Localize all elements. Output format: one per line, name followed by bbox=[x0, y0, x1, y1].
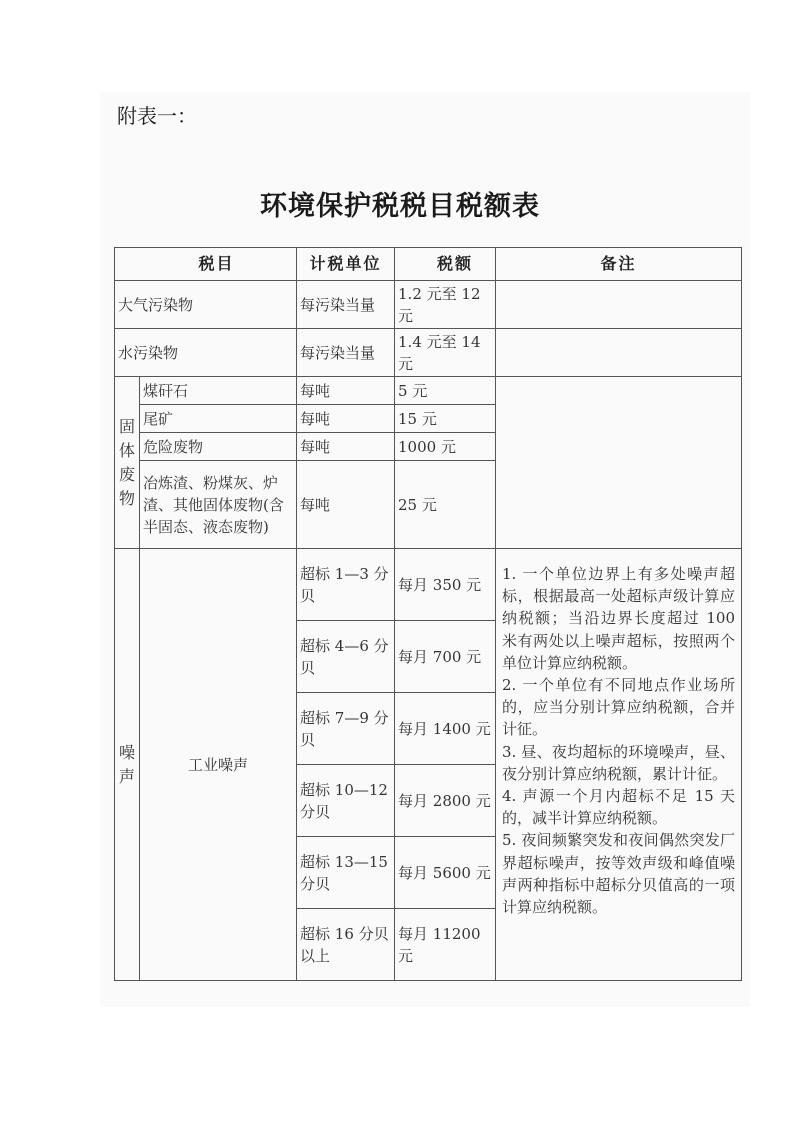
remarks-empty bbox=[496, 377, 742, 549]
amount-solid: 25 元 bbox=[395, 461, 496, 549]
category-noise: 噪声 bbox=[115, 549, 140, 981]
unit-air: 每污染当量 bbox=[297, 281, 395, 329]
page-title: 环境保护税税目税额表 bbox=[260, 191, 540, 222]
table-row bbox=[115, 377, 742, 405]
table-row bbox=[115, 329, 742, 377]
category-solid-waste: 固体废物 bbox=[115, 377, 140, 549]
table-row bbox=[115, 281, 742, 329]
amount-noise: 每月 11200 元 bbox=[395, 909, 496, 981]
unit-noise: 超标 10—12 分贝 bbox=[297, 765, 395, 837]
appendix-label: 附表一： bbox=[117, 104, 197, 128]
amount-noise: 每月 2800 元 bbox=[395, 765, 496, 837]
amount-air: 1.2 元至 12 元 bbox=[395, 281, 496, 329]
table-header-row bbox=[115, 248, 742, 281]
unit-noise: 超标 7—9 分贝 bbox=[297, 693, 395, 765]
amount-solid: 15 元 bbox=[395, 405, 496, 433]
unit-solid: 每吨 bbox=[297, 433, 395, 461]
remark-item: 5. 夜间频繁突发和夜间偶然突发厂界超标噪声，按等效声级和峰值噪声两种指标中超标分贝值高的一项计算应纳税额。 bbox=[502, 831, 736, 917]
amount-noise: 每月 700 元 bbox=[395, 621, 496, 693]
amount-water: 1.4 元至 14 元 bbox=[395, 329, 496, 377]
header-amount: 税额 bbox=[395, 248, 496, 281]
unit-solid: 每吨 bbox=[297, 461, 395, 549]
header-item: 税目 bbox=[115, 248, 297, 281]
unit-noise: 超标 16 分贝以上 bbox=[297, 909, 395, 981]
tax-rate-table bbox=[114, 247, 742, 981]
amount-solid: 1000 元 bbox=[395, 433, 496, 461]
remark-item: 4. 声源一个月内超标不足 15 天的，减半计算应纳税额。 bbox=[502, 787, 736, 828]
unit-water: 每污染当量 bbox=[297, 329, 395, 377]
item-solid: 煤矸石 bbox=[140, 377, 297, 405]
item-air: 大气污染物 bbox=[115, 281, 297, 329]
amount-solid: 5 元 bbox=[395, 377, 496, 405]
remark-item: 2. 一个单位有不同地点作业场所的，应当分别计算应纳税额，合并计征。 bbox=[502, 676, 736, 739]
unit-noise: 超标 1—3 分贝 bbox=[297, 549, 395, 621]
unit-solid: 每吨 bbox=[297, 405, 395, 433]
amount-noise: 每月 350 元 bbox=[395, 549, 496, 621]
unit-noise: 超标 13—15 分贝 bbox=[297, 837, 395, 909]
header-remarks: 备注 bbox=[496, 248, 742, 281]
noise-remarks bbox=[496, 549, 742, 981]
item-water: 水污染物 bbox=[115, 329, 297, 377]
amount-noise: 每月 5600 元 bbox=[395, 837, 496, 909]
unit-noise: 超标 4—6 分贝 bbox=[297, 621, 395, 693]
remarks-empty bbox=[496, 329, 742, 377]
unit-solid: 每吨 bbox=[297, 377, 395, 405]
remarks-empty bbox=[496, 281, 742, 329]
table-row bbox=[115, 549, 742, 621]
remark-item: 3. 昼、夜均超标的环境噪声，昼、夜分别计算应纳税额，累计计征。 bbox=[502, 742, 736, 783]
item-solid: 冶炼渣、粉煤灰、炉渣、其他固体废物(含半固态、液态废物) bbox=[140, 461, 297, 549]
item-solid: 尾矿 bbox=[140, 405, 297, 433]
remark-item: 1. 一个单位边界上有多处噪声超标，根据最高一处超标声级计算应纳税额；当沿边界长度超过 100 米有两处以上噪声超标，按照两个单位计算应纳税额。 bbox=[502, 565, 736, 672]
amount-noise: 每月 1400 元 bbox=[395, 693, 496, 765]
item-solid: 危险废物 bbox=[140, 433, 297, 461]
header-unit: 计税单位 bbox=[297, 248, 395, 281]
subcategory-industrial-noise: 工业噪声 bbox=[140, 549, 297, 981]
